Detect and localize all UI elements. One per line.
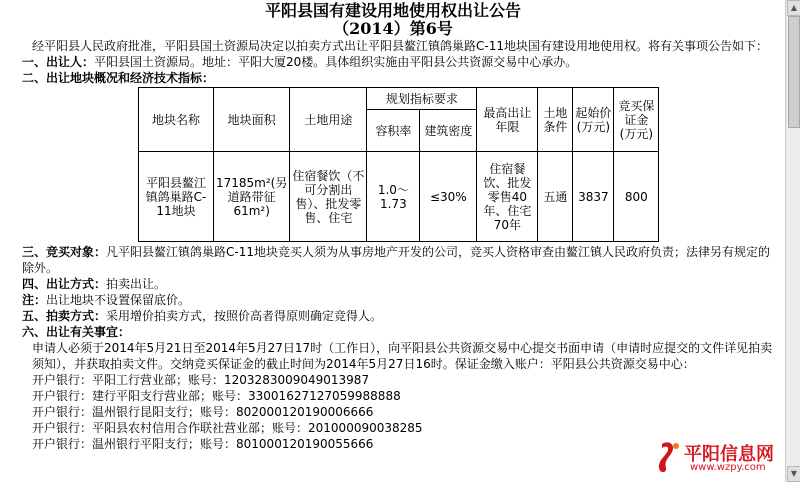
- th-land-use: 土地用途: [290, 88, 367, 152]
- th-max-term: 最高出让年限: [477, 88, 538, 152]
- bank-account: 1203283009049013987: [224, 373, 370, 387]
- section-2: [0, 70, 786, 86]
- site-name: 平阳信息网: [684, 444, 774, 465]
- th-start-price: 起始价(万元): [573, 88, 614, 152]
- cell-land-condition: 五通: [538, 152, 573, 242]
- cell-building-density: ≤30%: [420, 152, 477, 242]
- th-building-density: 建筑密度: [420, 110, 477, 152]
- section-5-heading: 五、拍卖方式：: [22, 309, 107, 323]
- bank-account: 201000090038285: [308, 421, 423, 435]
- intro-paragraph: 经平阳县人民政府批准，平阳县国土资源局决定以拍卖方式出让平阳县鳌江镇鸽巢路C-11地块国有建设用地使用权。将有关事项公告如下：: [32, 39, 768, 53]
- note: [0, 292, 786, 308]
- section-6-text: 申请人必须于2014年5月21日至2014年5月27日17时（工作日），向平阳县公共资源交易中心提交书面申请（申请时应提交的文件详见拍卖须知），并获取拍卖文件。交纳竞买保证金的截止时间为2014年5月27日16时。保证金缴入账户：平阳县公共资源交易中心：: [32, 341, 773, 371]
- bank-account: 33001627127059988888: [248, 389, 401, 403]
- section-1-text: 平阳县国土资源局。地址：平阳大厦20楼。具体组织实施由平阳县公共资源交易中心承办。: [94, 55, 578, 69]
- bank-label: 开户银行：温州银行平阳支行；账号：: [32, 437, 237, 451]
- section-3-text: 凡平阳县鳌江镇鸽巢路C-11地块竞买人须为从事房地产开发的公司，竞买人资格审查由鳌江镇人民政府负责；法律另有规定的除外。: [22, 245, 770, 275]
- section-1-heading: 一、出让人：: [22, 55, 95, 69]
- cell-floor-area-ratio: 1.0～1.73: [367, 152, 420, 242]
- list-item: [0, 420, 786, 436]
- cell-parcel-area: 17185m²(另道路带征61m²): [214, 152, 290, 242]
- th-planning-indicators: 规划指标要求: [367, 88, 477, 110]
- cell-max-term: 住宿餐饮、批发零售40年、住宅70年: [477, 152, 538, 242]
- th-deposit: 竞买保证金(万元): [614, 88, 659, 152]
- table-row: [139, 152, 659, 242]
- th-floor-area-ratio: 容积率: [367, 110, 420, 152]
- bank-label: 开户银行：建行平阳支行营业部；账号：: [32, 389, 249, 403]
- notice-title: 平阳县国有建设用地使用权出让公告: [264, 1, 521, 20]
- section-3: [0, 244, 786, 276]
- note-heading: 注：: [22, 293, 47, 307]
- list-item: [0, 372, 786, 388]
- section-6: [0, 324, 786, 340]
- cell-deposit: 800: [614, 152, 659, 242]
- cell-parcel-name: 平阳县鳌江镇鸽巢路C-11地块: [139, 152, 214, 242]
- site-url: www.wzpy.com: [690, 462, 766, 473]
- section-5-text: 采用增价拍卖方式，按照价高者得原则确定竞得人。: [106, 309, 383, 323]
- bank-label: 开户银行：平阳工行营业部；账号：: [32, 373, 225, 387]
- section-4-heading: 四、出让方式：: [22, 277, 107, 291]
- cell-start-price: 3837: [573, 152, 614, 242]
- list-item: [0, 404, 786, 420]
- th-parcel-area: 地块面积: [214, 88, 290, 152]
- section-1: [0, 54, 786, 70]
- th-land-condition: 土地条件: [538, 88, 573, 152]
- land-parcel-table: [138, 87, 659, 242]
- bank-label: 开户银行：温州银行昆阳支行；账号：: [32, 405, 237, 419]
- notice-number: （2014）第6号: [333, 19, 453, 38]
- list-item: [0, 388, 786, 404]
- site-watermark: [654, 438, 784, 478]
- note-text: 出让地块不设置保留底价。: [46, 293, 191, 307]
- section-2-heading: 二、出让地块概况和经济技术指标：: [22, 71, 215, 85]
- bank-label: 开户银行：平阳县农村信用合作联社营业部；账号：: [32, 421, 309, 435]
- section-5: [0, 308, 786, 324]
- th-parcel-name: 地块名称: [139, 88, 214, 152]
- cell-land-use: 住宿餐饮（不可分割出售）、批发零售、住宅: [290, 152, 367, 242]
- bank-account: 801000120190055666: [236, 437, 374, 451]
- section-3-heading: 三、竞买对象：: [22, 245, 107, 259]
- bank-account: 802000120190006666: [236, 405, 374, 419]
- section-4-text: 拍卖出让。: [106, 277, 167, 291]
- scroll-down-icon[interactable]: ▼: [787, 466, 800, 482]
- site-logo-icon: [654, 438, 684, 478]
- scroll-up-icon[interactable]: ▲: [787, 0, 800, 16]
- vertical-scrollbar[interactable]: [785, 0, 800, 482]
- scrollbar-thumb[interactable]: [788, 16, 800, 128]
- section-4: [0, 276, 786, 292]
- section-6-heading: 六、出让有关事宜：: [22, 325, 131, 339]
